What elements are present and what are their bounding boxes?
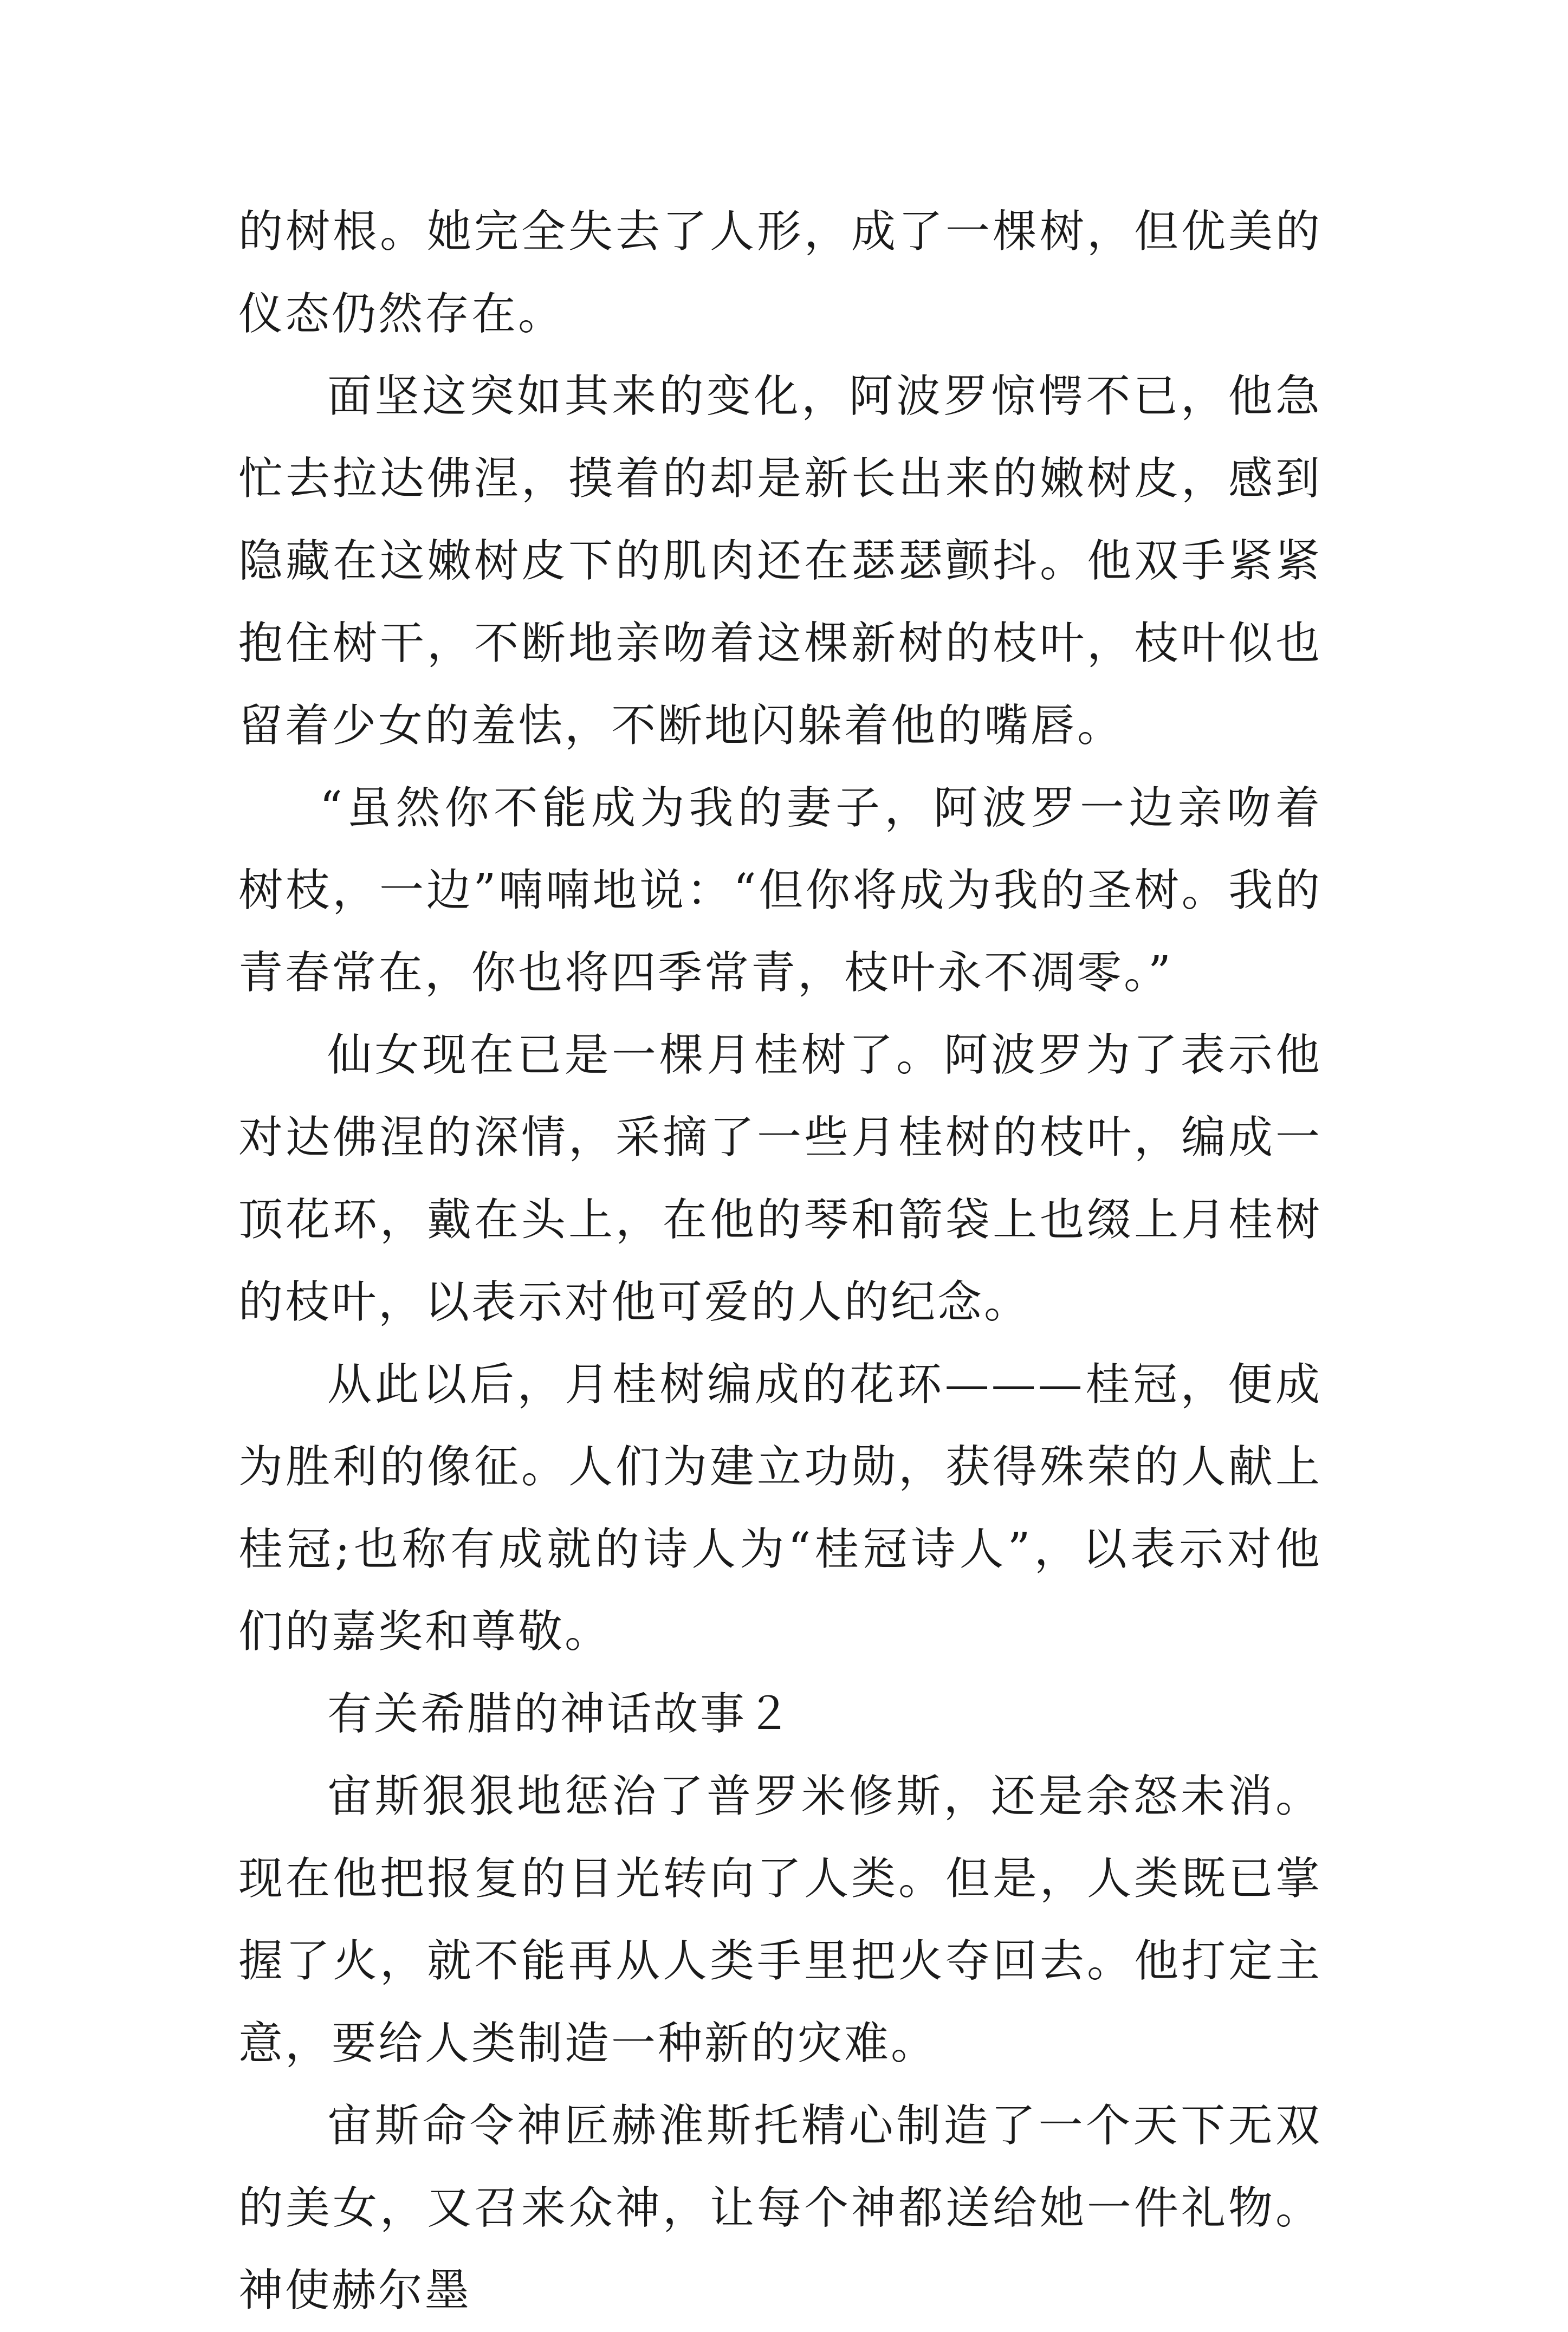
paragraph-5: 从此以后，月桂树编成的花环———桂冠，便成为胜利的像征。人们为建立功勋，获得殊荣的人献上桂冠;也称有成就的诗人为“桂冠诗人”，以表示对他们的嘉奖和尊敬。	[238, 1359, 1322, 1657]
paragraph-3: “虽然你不能成为我的妻子，阿波罗一边亲吻着树枝，一边”喃喃地说：“但你将成为我的圣树。我的青春常在，你也将四季常青，枝叶永不凋零。”	[238, 782, 1322, 999]
paragraph-7: 宙斯命令神匠赫淮斯托精心制造了一个天下无双的美女，又召来众神，让每个神都送给她一件礼物。神使赫尔墨	[238, 2100, 1322, 2316]
paragraph-6: 宙斯狠狠地惩治了普罗米修斯，还是余怒未消。现在他把报复的目光转向了人类。但是，人类既已掌握了火，就不能再从人类手里把火夺回去。他打定主意，要给人类制造一种新的灾难。	[238, 1771, 1322, 2069]
section-heading: 有关希腊的神话故事２	[327, 1688, 794, 1740]
paragraph-2: 面坚这突如其来的变化，阿波罗惊愕不已，他急忙去拉达佛涅，摸着的却是新长出来的嫩树皮，感到隐藏在这嫩树皮下的肌肉还在瑟瑟颤抖。他双手紧紧抱住树干，不断地亲吻着这棵新树的枝叶，枝叶似也留着少女的羞怯，不断地闪躲着他的嘴唇。	[238, 371, 1322, 752]
paragraph-1: 的树根。她完全失去了人形，成了一棵树，但优美的仪态仍然存在。	[238, 206, 1322, 340]
document-body	[238, 191, 1322, 2332]
paragraph-4: 仙女现在已是一棵月桂树了。阿波罗为了表示他对达佛涅的深情，采摘了一些月桂树的枝叶，编成一顶花环，戴在头上，在他的琴和箭袋上也缀上月桂树的枝叶，以表示对他可爱的人的纪念。	[238, 1029, 1322, 1328]
